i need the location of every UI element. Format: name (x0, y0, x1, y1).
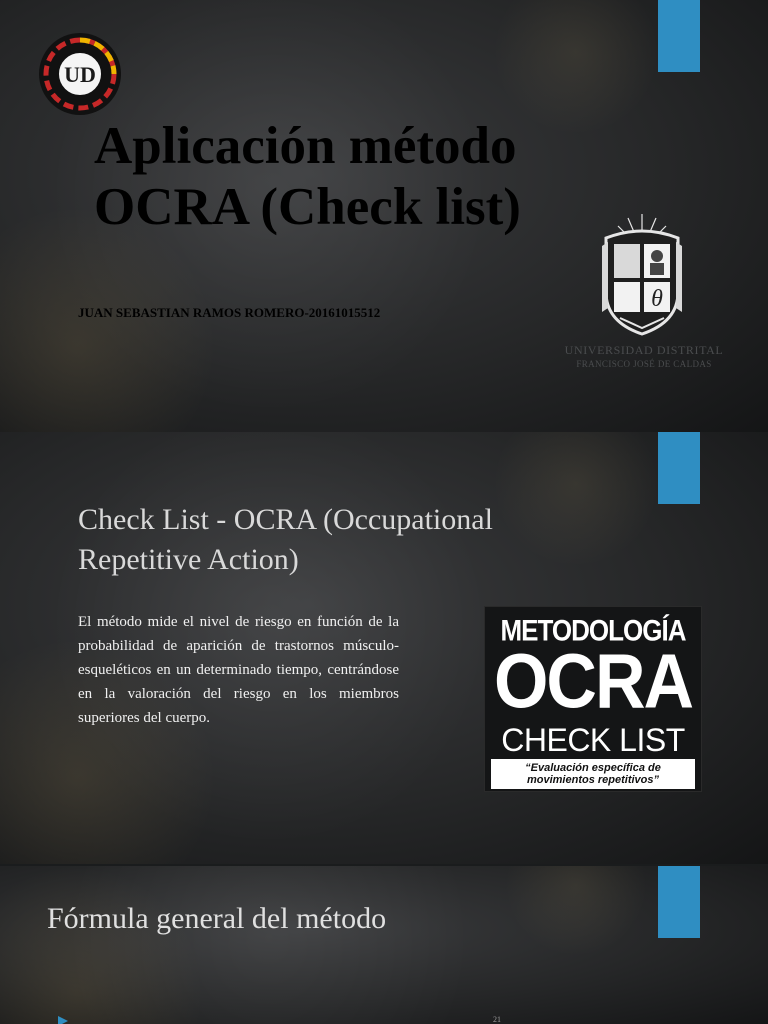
accent-bar (658, 866, 700, 938)
university-name: UNIVERSIDAD DISTRITAL (564, 343, 724, 357)
accent-bar (658, 0, 700, 72)
slide-check-list (0, 432, 768, 864)
title-line2: OCRA (Check list) (94, 178, 521, 236)
image-line-metodologia: METODOLOGÍA (500, 612, 686, 648)
heading-line1: Check List - OCRA (Occupational (78, 503, 493, 536)
slide-heading: Fórmula general del método (47, 902, 387, 935)
image-caption-box (491, 759, 695, 789)
page-number: 21 (493, 1015, 501, 1024)
slide-title (0, 0, 768, 432)
university-crest-icon (598, 212, 686, 340)
image-line-check-list: CHECK LIST (501, 722, 685, 758)
slide-heading (78, 500, 578, 580)
title-line1: Aplicación método (94, 117, 517, 175)
university-subtitle: FRANCISCO JOSÉ DE CALDAS (576, 359, 712, 369)
image-line-ocra: OCRA (493, 638, 693, 724)
crest-theta: θ (651, 286, 663, 312)
body-text: El método mide el nivel de riesgo en función de la probabilidad de aparición de trastornos músculo-esqueléticos en un determinado tiempo, centrándose en la valoración del riesgo en los miembros superiores del cuerpo. (78, 614, 399, 726)
ud-logo-letters: UD (64, 62, 96, 87)
accent-bar (658, 432, 700, 504)
ocra-checklist-image (484, 606, 702, 792)
play-arrow-icon (58, 1016, 68, 1024)
slide-formula (0, 866, 768, 1024)
ud-logo-icon (38, 32, 122, 116)
author: JUAN SEBASTIAN RAMOS ROMERO-20161015512 (78, 305, 381, 320)
heading-line2: Repetitive Action) (78, 543, 299, 576)
image-caption-line1: “Evaluación específica de (525, 762, 661, 774)
image-caption-line2: movimientos repetitivos” (526, 774, 660, 786)
title (94, 116, 594, 238)
